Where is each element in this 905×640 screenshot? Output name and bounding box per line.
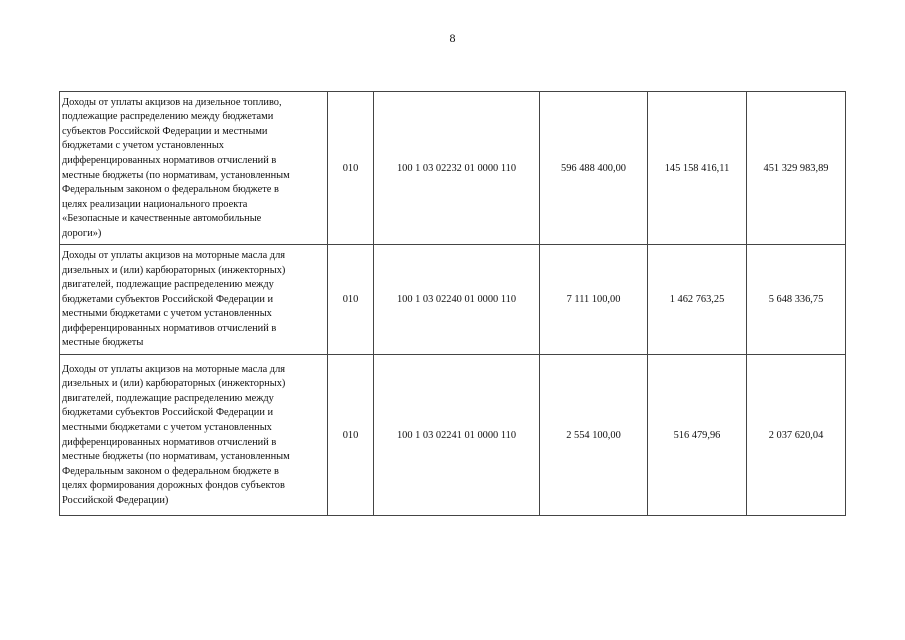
description-line: двигателей, подлежащие распределению между xyxy=(62,279,274,291)
description-line: Российской Федерации) xyxy=(62,494,169,506)
line-code-cell: 010 xyxy=(328,92,374,245)
executed-amount-cell: 1 462 763,25 xyxy=(648,245,747,355)
approved-amount-cell: 2 554 100,00 xyxy=(540,355,648,516)
description-line: Федеральным законом о федеральном бюджете в xyxy=(62,465,279,477)
description-line: дифференцированных нормативов отчислений в xyxy=(62,154,277,166)
income-code-cell: 100 1 03 02240 01 0000 110 xyxy=(374,245,540,355)
table-row xyxy=(60,245,846,355)
income-code-cell: 100 1 03 02241 01 0000 110 xyxy=(374,355,540,516)
description-line: местные бюджеты (по нормативам, установленным xyxy=(62,169,290,181)
line-code-cell: 010 xyxy=(328,245,374,355)
unexecuted-amount-cell: 451 329 983,89 xyxy=(747,92,846,245)
executed-amount-cell: 516 479,96 xyxy=(648,355,747,516)
description-line: местными бюджетами с учетом установленных xyxy=(62,308,272,320)
approved-amount-cell: 596 488 400,00 xyxy=(540,92,648,245)
description-line: «Безопасные и качественные автомобильные xyxy=(62,213,262,225)
unexecuted-amount-cell: 5 648 336,75 xyxy=(747,245,846,355)
description-line: дизельных и (или) карбюраторных (инжекторных) xyxy=(62,378,286,390)
description-line: Федеральным законом о федеральном бюджете в xyxy=(62,184,279,196)
income-description-cell xyxy=(60,245,328,355)
description-line: местные бюджеты (по нормативам, установленным xyxy=(62,451,290,463)
income-description-cell xyxy=(60,92,328,245)
description-line: местными бюджетами с учетом установленных xyxy=(62,421,272,433)
approved-amount-cell: 7 111 100,00 xyxy=(540,245,648,355)
income-code-cell: 100 1 03 02232 01 0000 110 xyxy=(374,92,540,245)
description-line: целях формирования дорожных фондов субъектов xyxy=(62,480,285,492)
description-line: подлежащие распределению между бюджетами xyxy=(62,111,274,123)
description-line: Доходы от уплаты акцизов на моторные масла для xyxy=(62,363,286,375)
income-description-cell xyxy=(60,355,328,516)
description-line: местные бюджеты xyxy=(62,337,144,349)
description-line: целях реализации национального проекта xyxy=(62,198,248,210)
description-line: Доходы от уплаты акцизов на моторные масла для xyxy=(62,249,286,261)
line-code-cell: 010 xyxy=(328,355,374,516)
description-line: бюджетами с учетом установленных xyxy=(62,140,224,152)
description-line: субъектов Российской Федерации и местными xyxy=(62,125,268,137)
unexecuted-amount-cell: 2 037 620,04 xyxy=(747,355,846,516)
description-line: дороги») xyxy=(62,227,102,239)
page-number: 8 xyxy=(449,31,456,45)
income-report-table xyxy=(59,91,846,516)
description-line: бюджетами субъектов Российской Федерации и xyxy=(62,293,274,305)
table-row xyxy=(60,92,846,245)
description-line: двигателей, подлежащие распределению между xyxy=(62,392,274,404)
table-row xyxy=(60,355,846,516)
executed-amount-cell: 145 158 416,11 xyxy=(648,92,747,245)
description-line: Доходы от уплаты акцизов на дизельное топливо, xyxy=(62,96,282,108)
description-line: бюджетами субъектов Российской Федерации и xyxy=(62,407,274,419)
description-line: дизельных и (или) карбюраторных (инжекторных) xyxy=(62,264,286,276)
description-line: дифференцированных нормативов отчислений в xyxy=(62,436,277,448)
description-line: дифференцированных нормативов отчислений в xyxy=(62,322,277,334)
